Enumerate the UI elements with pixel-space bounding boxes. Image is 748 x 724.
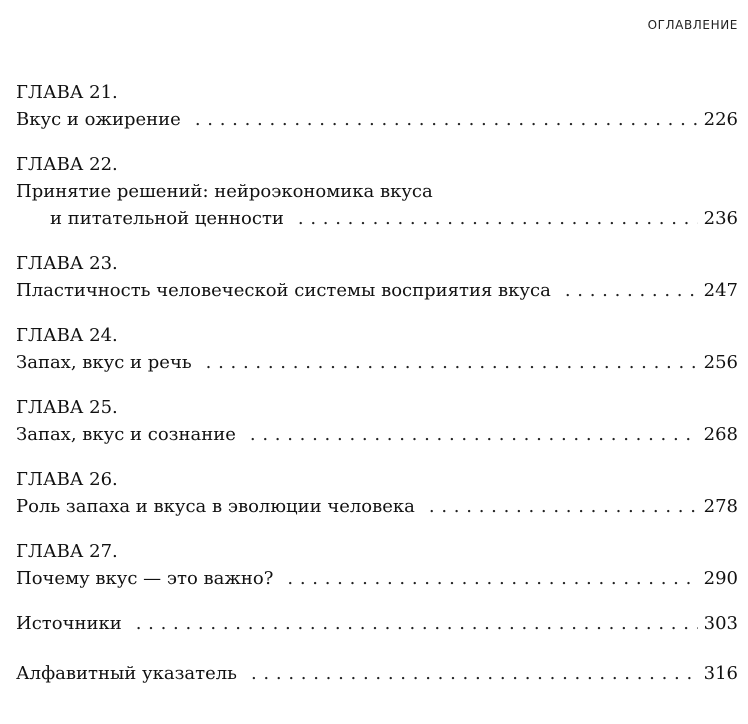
chapter-title: Почему вкус — это важно?: [16, 568, 274, 589]
chapter-title-line-2: и питательной ценности: [50, 208, 284, 229]
dot-leader: [565, 277, 698, 304]
toc-row: [16, 349, 738, 376]
table-of-contents: [16, 79, 738, 710]
toc-row: [16, 205, 738, 232]
page-number: 278: [703, 496, 738, 517]
chapter-title: Пластичность человеческой системы восприятия вкуса: [16, 280, 551, 301]
toc-row: [16, 610, 738, 637]
dot-leader: [250, 421, 698, 448]
chapter-label: ГЛАВА 24.: [16, 325, 118, 346]
toc-entry-chapter-26[interactable]: [16, 466, 738, 520]
dot-leader: [136, 610, 698, 637]
dot-leader: [429, 493, 698, 520]
chapter-label: ГЛАВА 21.: [16, 82, 118, 103]
chapter-title: Запах, вкус и сознание: [16, 424, 236, 445]
toc-entry-chapter-25[interactable]: [16, 394, 738, 448]
page-number: 247: [703, 280, 738, 301]
chapter-label: ГЛАВА 26.: [16, 469, 118, 490]
chapter-label: ГЛАВА 23.: [16, 253, 118, 274]
page-number: 236: [703, 208, 738, 229]
page-number: 290: [703, 568, 738, 589]
dot-leader: [251, 660, 698, 687]
toc-row: [16, 421, 738, 448]
dot-leader: [206, 349, 698, 376]
toc-row: [16, 277, 738, 304]
toc-row: [16, 106, 738, 133]
toc-entry-chapter-24[interactable]: [16, 322, 738, 376]
toc-entry-chapter-22[interactable]: [16, 151, 738, 232]
toc-entry-index[interactable]: [16, 660, 738, 687]
chapter-label: ГЛАВА 27.: [16, 541, 118, 562]
section-title: Источники: [16, 613, 122, 634]
page-number: 303: [703, 613, 738, 634]
chapter-title: Роль запаха и вкуса в эволюции человека: [16, 496, 415, 517]
toc-entry-chapter-27[interactable]: [16, 538, 738, 592]
page-number: 256: [703, 352, 738, 373]
chapter-title-line-1: Принятие решений: нейроэкономика вкуса: [16, 181, 433, 202]
page-number: 316: [703, 663, 738, 684]
running-head: ОГЛАВЛЕНИЕ: [647, 18, 738, 32]
chapter-label: ГЛАВА 25.: [16, 397, 118, 418]
toc-entry-sources[interactable]: [16, 610, 738, 637]
section-title: Алфавитный указатель: [16, 663, 237, 684]
toc-row: [16, 660, 738, 687]
toc-row: [16, 493, 738, 520]
toc-row: [16, 565, 738, 592]
dot-leader: [287, 565, 697, 592]
toc-entry-chapter-23[interactable]: [16, 250, 738, 304]
chapter-title: Вкус и ожирение: [16, 109, 181, 130]
page-number: 268: [703, 424, 738, 445]
chapter-title: Запах, вкус и речь: [16, 352, 192, 373]
dot-leader: [195, 106, 698, 133]
dot-leader: [298, 205, 698, 232]
chapter-label: ГЛАВА 22.: [16, 154, 118, 175]
page-number: 226: [703, 109, 738, 130]
toc-entry-chapter-21[interactable]: [16, 79, 738, 133]
